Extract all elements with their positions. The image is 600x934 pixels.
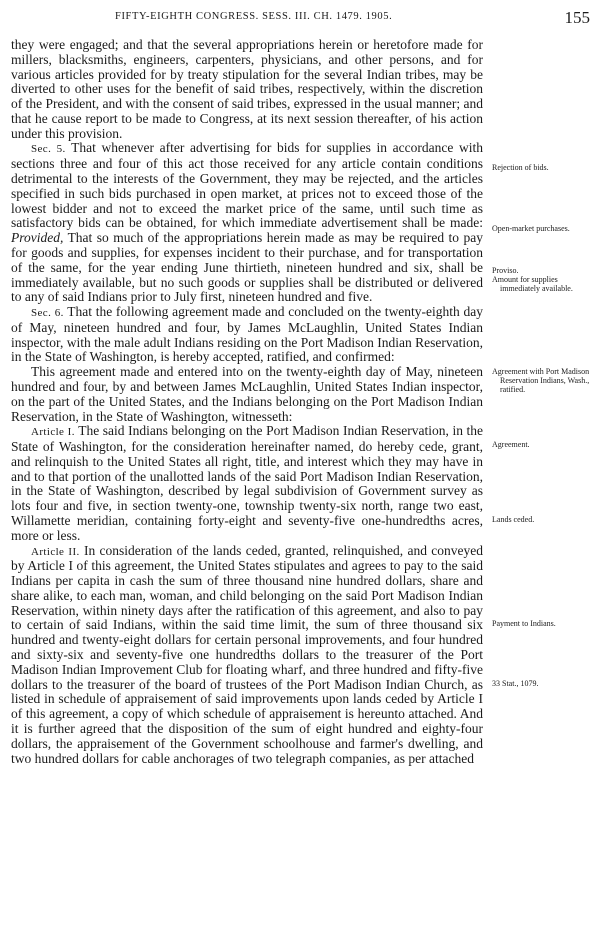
body-text bbox=[11, 38, 483, 766]
paragraph-continuation-text: they were engaged; and that the several appropriations herein or heretofore made for millers, blacksmiths, engineers, carpenters, physicians, and other persons, and for various articles provided for by treaty stipulation for the several Indian tribes, may be diverted to other uses for the benefit of said tribes, respectively, within the discretion of the President, and with the consent of said tribes, expressed in the usual manner; and that he cause report to be made to Congress, at its next session thereafter, of his action under this provision. bbox=[11, 37, 484, 141]
page-number: 155 bbox=[564, 8, 590, 27]
section-5 bbox=[11, 141, 483, 305]
margin-note-rejection-text: Rejection of bids. bbox=[492, 163, 549, 172]
margin-note-agreement-port-text: Agreement with Port Madison Reservation Indians, Wash., ratified. bbox=[492, 367, 590, 394]
section-6-label: Sec. 6. bbox=[31, 307, 64, 320]
section-5-proviso: Provided, bbox=[11, 230, 64, 246]
margin-note-agreement-port bbox=[492, 367, 596, 394]
margin-note-proviso bbox=[492, 266, 596, 293]
article-1 bbox=[11, 424, 483, 543]
section-5-text-a: That whenever after advertising for bids for supplies in accordance with sections three and four of this act those received for any article contain conditions detrimental to the interests of the Government, they may be rejected, and the articles specified in such bids purchased in open market, at prices not to exceed those of the lowest bidder and not to exceed the market price of the same, until such time as satisfactory bids can be obtained, for which immediate advertisement shall be made: bbox=[11, 140, 483, 231]
section-5-label: Sec. 5. bbox=[31, 143, 66, 156]
agreement-intro-text: This agreement made and entered into on the twenty-eighth day of May, nineteen hundred and four, by and between James McLaughlin, United States Indian inspector, on the part of the United States, and the Indians belonging on the Port Madison Indian Reservation, in the State of Washington, witnesseth: bbox=[11, 364, 483, 424]
section-6 bbox=[11, 305, 483, 365]
paragraph-continuation bbox=[11, 38, 483, 141]
margin-note-stat-ref-text: 33 Stat., 1079. bbox=[492, 679, 539, 688]
article-2-label: Article II. bbox=[31, 545, 80, 558]
article-1-label: Article I. bbox=[31, 426, 75, 439]
margin-note-agreement bbox=[492, 440, 596, 449]
margin-note-lands-ceded bbox=[492, 515, 596, 524]
agreement-intro bbox=[11, 365, 483, 424]
margin-note-stat-ref bbox=[492, 679, 596, 688]
section-6-text: That the following agreement made and concluded on the twenty-eighth day of May, nineteen hundred and four, by James McLaughlin, United States Indian inspector, with the male adult Indians residing on the Port Madison Indian Reservation, in the State of Washington, is hereby accepted, ratified, and confirmed: bbox=[11, 304, 483, 365]
margin-note-rejection bbox=[492, 163, 596, 172]
margin-note-open-market bbox=[492, 224, 596, 233]
margin-note-proviso-text: Proviso. bbox=[492, 266, 519, 275]
article-2 bbox=[11, 544, 483, 767]
margin-note-agreement-text: Agreement. bbox=[492, 440, 530, 449]
section-5-text-b: That so much of the appropriations herein made as may be required to pay for goods and supplies, for expenses incident to their purchase, and for transportation of the same, for the year ending June thirtieth, nineteen hundred and six, shall be immediately available, but no such goods or supplies shall be distributed or delivered to any of said Indians prior to July first, nineteen hundred and five. bbox=[11, 230, 483, 305]
page-header bbox=[10, 8, 590, 28]
margin-note-payment bbox=[492, 619, 596, 628]
margin-note-open-market-text: Open-market purchases. bbox=[492, 224, 570, 233]
margin-note-lands-ceded-text: Lands ceded. bbox=[492, 515, 535, 524]
article-2-text: In consideration of the lands ceded, granted, relinquished, and conveyed by Article I of this agreement, the United States stipulates and agrees to pay to the said Indians per capita in cash the sum of three thousand nine hundred dollars, share and share alike, to each man, woman, and child belonging on the said Port Madison Indian Reservation, within ninety days after the ratification of this agreement, and also to pay to certain of said Indians, within the said time limit, the sum of three thousand six hundred and twenty-eight dollars for certain personal improvements, and four hundred and sixty-six and seventy-five one hundredths dollars to the treasurer of the Port Madison Indian Improvement Club for floating wharf, and three hundred and fifty-five dollars to the treasurer of the board of trustees of the Port Madison Indian Church, as listed in schedule of appraisement of said improvements upon lands ceded by Article I of this agreement, a copy of which schedule of appraisement is hereunto attached. And it is further agreed that the disposition of the sum of eight hundred and eighty-four dollars, the appraisement of the Government schoolhouse and farmer's dwelling, and two hundred dollars for cable anchorages of two telegraph companies, as per attached bbox=[11, 542, 483, 766]
article-1-text: The said Indians belonging on the Port Madison Indian Reservation, in the State of Washington, for the consideration hereinafter named, do hereby cede, grant, and relinquish to the United States all right, title, and interest which they may have in and to that portion of the unallotted lands of the said Port Madison Indian Reservation, in the State of Washington, described by legal subdivision of Government survey as lots four and five, in section twenty-one, township twenty-six north, range two east, Willamette meridian, containing forty-eight and seventy-five one-hundredths acres, more or less. bbox=[11, 423, 484, 543]
margin-note-payment-text: Payment to Indians. bbox=[492, 619, 556, 628]
margin-note-amount-text: Amount for supplies immediately available. bbox=[492, 275, 573, 293]
running-head: FIFTY-EIGHTH CONGRESS. SESS. III. CH. 1479. 1905. bbox=[115, 11, 393, 22]
